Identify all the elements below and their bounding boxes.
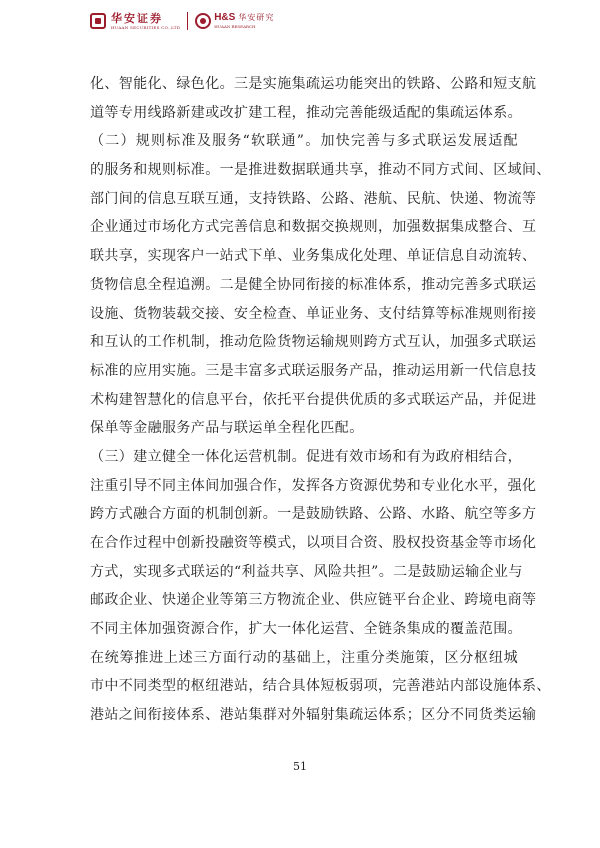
text-line: 术构建智慧化的信息平台，依托平台提供优质的多式联运产品，并促进 — [90, 391, 537, 408]
text-line: 方式，实现多式联运的“利益共享、风险共担”。二是鼓励运输企业与 — [90, 563, 523, 580]
text-line: 市中不同类型的枢纽港站，结合具体短板弱项，完善港站内部设施体系、 — [90, 678, 551, 695]
text-line: 企业通过市场化方式完善信息和数据交换规则，加强数据集成整合、互 — [90, 219, 537, 236]
text-line: 不同主体加强资源合作，扩大一体化运营、全链条集成的覆盖范围。 — [90, 621, 522, 638]
logo-right-subtext: HUAAN RESEARCH — [214, 24, 256, 29]
body-text — [90, 70, 551, 730]
text-line: 保单等金融服务产品与联运单全程化匹配。 — [90, 420, 364, 437]
text-line: 设施、货物装载交接、安全检查、单证业务、支付结算等标准规则衔接 — [90, 305, 537, 322]
text-line: 道等专用线路新建或改扩建工程，推动完善能级适配的集疏运体系。 — [90, 104, 522, 121]
huaan-securities-logo — [90, 13, 180, 30]
text-line: 注重引导不同主体间加强合作，发挥各方资源优势和专业化水平，强化 — [90, 477, 537, 494]
text-line: 邮政企业、快递企业等第三方物流企业、供应链平台企业、跨境电商等 — [90, 592, 537, 609]
logo-left-text: 华安证券 — [111, 11, 163, 25]
logo-left-subtext: HUAAN SECURITIES CO.,LTD — [111, 24, 181, 30]
huaan-research-logo — [195, 13, 274, 29]
logo-right-text: 华安研究 — [238, 13, 275, 22]
text-line: 在合作过程中创新投融资等模式，以项目合资、股权投资基金等市场化 — [90, 535, 537, 551]
text-line: 和互认的工作机制，推动危险货物运输规则跨方式互认，加强多式联运 — [90, 334, 537, 351]
text-line: 跨方式融合方面的机制创新。一是鼓励铁路、公路、水路、航空等多方 — [90, 506, 537, 523]
text-line: 标准的应用实施。三是丰富多式联运服务产品，推动运用新一代信息技 — [90, 362, 537, 379]
text-line: （三）建立健全一体化运营机制。促进有效市场和有为政府相结合， — [90, 448, 522, 465]
logo-right-brand: H&S — [214, 12, 236, 23]
text-line: 货物信息全程追溯。二是健全协同衔接的标准体系，推动完善多式联运 — [90, 276, 537, 293]
text-line: 联共享，实现客户一站式下单、业务集成化处理、单证信息自动流转、 — [90, 248, 537, 265]
page-number: 51 — [293, 760, 307, 773]
text-line: 化、智能化、绿色化。三是实施集疏运功能突出的铁路、公路和短支航 — [90, 76, 537, 92]
text-line: （二）规则标准及服务“软联通”。加快完善与多式联运发展适配 — [90, 133, 518, 150]
hs-logo-icon — [195, 13, 211, 29]
text-line: 的服务和规则标准。一是推进数据联通共享，推动不同方式间、区域间、 — [90, 162, 551, 179]
logo-divider — [187, 12, 188, 30]
text-line: 在统筹推进上述三方面行动的基础上，注重分类施策，区分枢纽城 — [90, 649, 518, 666]
text-line: 港站之间衔接体系、港站集群对外辐射集疏运体系；区分不同货类运输 — [90, 707, 537, 724]
text-line: 部门间的信息互联互通，支持铁路、公路、港航、民航、快递、物流等 — [90, 190, 537, 207]
huaan-logo-icon — [90, 13, 106, 29]
page-header — [90, 8, 274, 34]
